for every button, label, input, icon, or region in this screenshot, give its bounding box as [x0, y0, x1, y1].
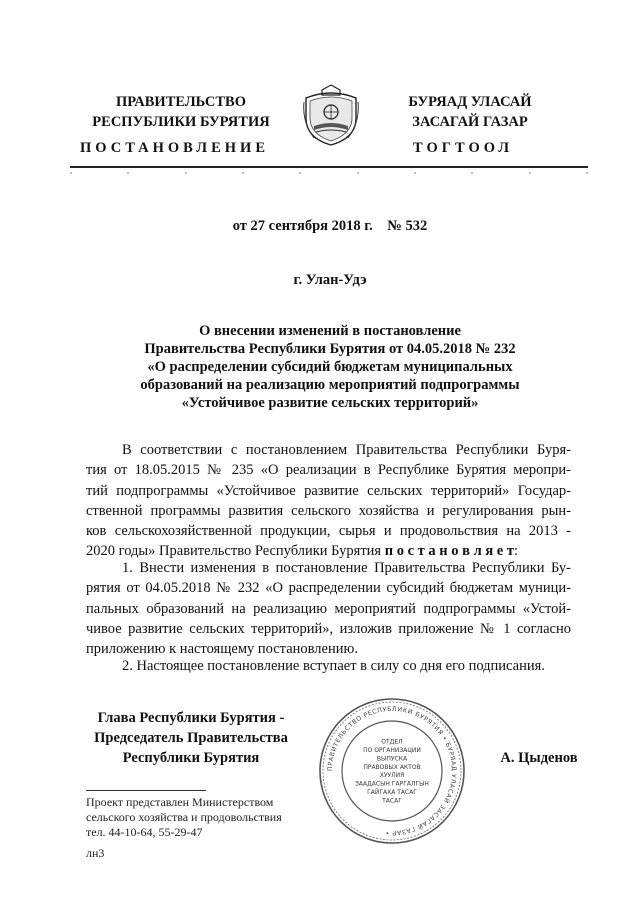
- seal-center-line: ЗААДАСЫН ГАРГАЛГЫН: [355, 780, 429, 788]
- seal-ring-text: ПРАВИТЕЛЬСТВО РЕСПУБЛИКИ БУРЯТИЯ • БУРЯАД УЛАСАЙ ЗАСАГАЙ ГАЗАР •: [326, 705, 458, 837]
- header-right: [372, 92, 568, 132]
- seal-center-line: ПРАВОВЫХ АКТОВ: [363, 763, 421, 771]
- position-line: Республики Бурятия: [122, 750, 260, 766]
- signatory-position: [80, 708, 302, 768]
- title-line: Правительства Республики Бурятия от 04.05.2018 № 232: [144, 341, 516, 357]
- footer-initials: лн3: [86, 846, 105, 860]
- item-2-paragraph: [86, 656, 571, 676]
- text-line: тия от 18.05.2015 № 235 «О реализации в Республике Бурятия меропри-: [86, 462, 571, 479]
- item-1-paragraph: [86, 558, 571, 659]
- decree-word: п о с т а н о в л я е т: [384, 543, 514, 560]
- text-line: пальных образований на реализацию мероприятий подпрограммы «Устой-: [86, 600, 571, 617]
- header-divider: [70, 166, 588, 168]
- header-dotted-line: [70, 172, 588, 178]
- coat-of-arms-emblem: [300, 82, 362, 148]
- title-line: образований на реализацию мероприятий подпрограммы: [140, 377, 520, 393]
- title-line: О внесении изменений в постановление: [199, 323, 461, 339]
- footer-divider: [86, 790, 206, 791]
- seal-center-line: ОТДЕЛ: [381, 738, 403, 746]
- text-line: рятия от 04.05.2018 № 232 «О распределении субсидий бюджетам муници-: [86, 580, 571, 597]
- text-line: В соответствии с постановлением Правительства Республики Буря-: [122, 442, 571, 458]
- text-line: ственной программы развития сельского хозяйства и регулирования рын-: [86, 502, 571, 519]
- position-line: Глава Республики Бурятия -: [97, 710, 285, 726]
- preamble-paragraph: [86, 440, 571, 562]
- doc-type-left: ПОСТАНОВЛЕНИЕ: [80, 140, 270, 156]
- header-left-line1: ПРАВИТЕЛЬСТВО: [116, 94, 246, 110]
- footer-line: Проект представлен Министерством: [86, 795, 274, 809]
- footer-line: тел. 44-10-64, 55-29-47: [86, 825, 203, 839]
- header-right-line1: БУРЯАД УЛАСАЙ: [408, 94, 532, 110]
- footer-note: [86, 795, 346, 840]
- preamble-tail: 2020 годы» Правительство Республики Бурятия: [86, 543, 385, 560]
- city: г. Улан-Удэ: [293, 272, 367, 288]
- decree-colon: :: [513, 543, 519, 560]
- seal-center-line: ХУУЛИЯ: [379, 772, 405, 780]
- text-line: 2. Настоящее постановление вступает в силу со дня его подписания.: [122, 658, 545, 674]
- seal-center-line: ГАЙГАХА ТАСАГ: [367, 789, 417, 796]
- document-title: [80, 322, 580, 412]
- date-number: от 27 сентября 2018 г. № 532: [232, 218, 428, 234]
- footer-line: сельского хозяйства и продовольствия: [86, 810, 282, 824]
- text-line: приложению к настоящему постановлению.: [86, 641, 358, 658]
- svg-text:ПРАВИТЕЛЬСТВО РЕСПУБЛИКИ БУРЯТ: [327, 706, 457, 836]
- header-left: [86, 92, 276, 132]
- title-line: «Устойчивое развитие сельских территорий»: [181, 395, 479, 411]
- title-line: «О распределении субсидий бюджетам муниципальных: [147, 359, 513, 375]
- text-line: ков сельскохозяйственной продукции, сырья и продовольствия на 2013 -: [86, 523, 571, 540]
- text-line: 1. Внести изменения в постановление Правительства Республики Бу-: [122, 560, 571, 576]
- header-left-line2: РЕСПУБЛИКИ БУРЯТИЯ: [92, 114, 270, 130]
- position-line: Председатель Правительства: [94, 730, 288, 746]
- text-line: тий подпрограммы «Устойчивое развитие сельских территорий» Государ-: [86, 482, 571, 499]
- doc-type-right: ТОГТООЛ: [413, 140, 514, 156]
- text-line: чивое развитие сельских территорий», изложив приложение № 1 согласно: [86, 620, 571, 637]
- seal-center-line: ТАСАГ: [382, 797, 402, 805]
- seal-center-line: ПО ОРГАНИЗАЦИИ: [363, 747, 421, 754]
- signatory-name: А. Цыденов: [500, 750, 578, 766]
- header-right-line2: ЗАСАГАЙ ГАЗАР: [412, 114, 528, 130]
- seal-center-line: ВЫПУСКА: [376, 755, 408, 763]
